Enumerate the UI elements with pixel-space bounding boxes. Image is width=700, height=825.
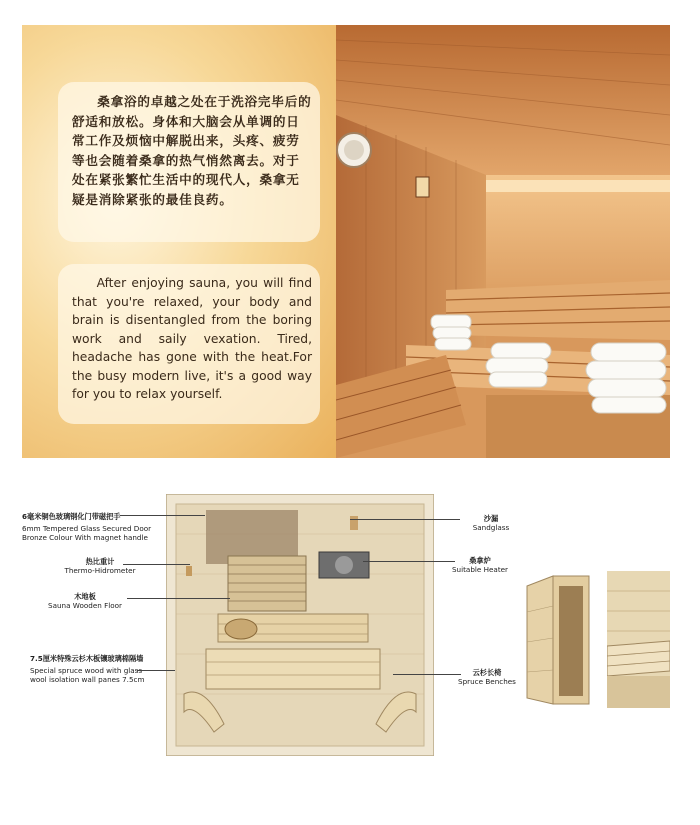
sauna-exterior-thumbnail: [523, 572, 591, 708]
wall-leader: [137, 670, 175, 671]
hygro-label-cn: 热比重计: [85, 557, 115, 566]
sauna-interior-photo: [336, 25, 670, 458]
wall-label-cn: 7.5厘米特殊云杉木板镶玻璃棉隔墙: [30, 654, 144, 663]
hygro-label-en: Thermo-Hidrometer: [64, 566, 136, 575]
hygro-label: [60, 557, 140, 575]
sandglass-label-en: Sandglass: [472, 523, 510, 532]
benches-label: [447, 668, 527, 686]
heater-leader: [363, 561, 455, 562]
floor-label-cn: 木地板: [74, 592, 96, 601]
floor-label-en: Sauna Wooden Floor: [48, 601, 122, 610]
sandglass-leader: [350, 519, 460, 520]
benches-label-cn: 云杉长椅: [472, 668, 502, 677]
glass-door-label-cn: 6毫米铜色玻璃钢化门带磁把手: [22, 512, 121, 521]
intro-text-panel: [22, 25, 336, 458]
english-text-card: [58, 264, 320, 424]
wall-label: [30, 654, 145, 684]
intro-chinese-text: 桑拿浴的卓越之处在于洗浴完毕后的舒适和放松。身体和大脑会从单调的日常工作及烦恼中解脱出来，头疼、疲劳等也会随着桑拿的热气悄然离去。对于处在紧张繁忙生活中的现代人，桑拿无疑是消除紧张的最佳良药。: [72, 94, 312, 207]
glass-door-leader: [120, 515, 205, 516]
chinese-text-card: [58, 82, 320, 242]
intro-banner: [22, 25, 670, 458]
glass-door-label: [22, 512, 152, 542]
sandglass-label: [456, 514, 526, 532]
sandglass-label-cn: 沙漏: [483, 514, 499, 523]
wall-label-en: Special spruce wood with glass wool isolation wall panes 7.5cm: [30, 666, 145, 684]
heater-label-cn: 桑拿炉: [469, 556, 491, 565]
hygro-leader: [123, 564, 190, 565]
benches-label-en: Spruce Benches: [458, 677, 516, 686]
sauna-floor-plan: [166, 494, 434, 756]
intro-english-text: After enjoying sauna, you will find that you're relaxed, your body and brain is disentangled from the boring work and saily vexation. Tired, headache has gone with the heat.For the busy modern live, it's a good way for you to relax yourself.: [72, 276, 312, 401]
heater-label: [440, 556, 520, 574]
benches-leader: [393, 674, 461, 675]
heater-label-en: Suitable Heater: [451, 565, 509, 574]
floor-label: [30, 592, 140, 610]
glass-door-label-en: 6mm Tempered Glass Secured Door Bronze Colour With magnet handle: [22, 524, 152, 542]
floor-leader: [127, 598, 230, 599]
sauna-bench-thumbnail: [607, 571, 670, 708]
